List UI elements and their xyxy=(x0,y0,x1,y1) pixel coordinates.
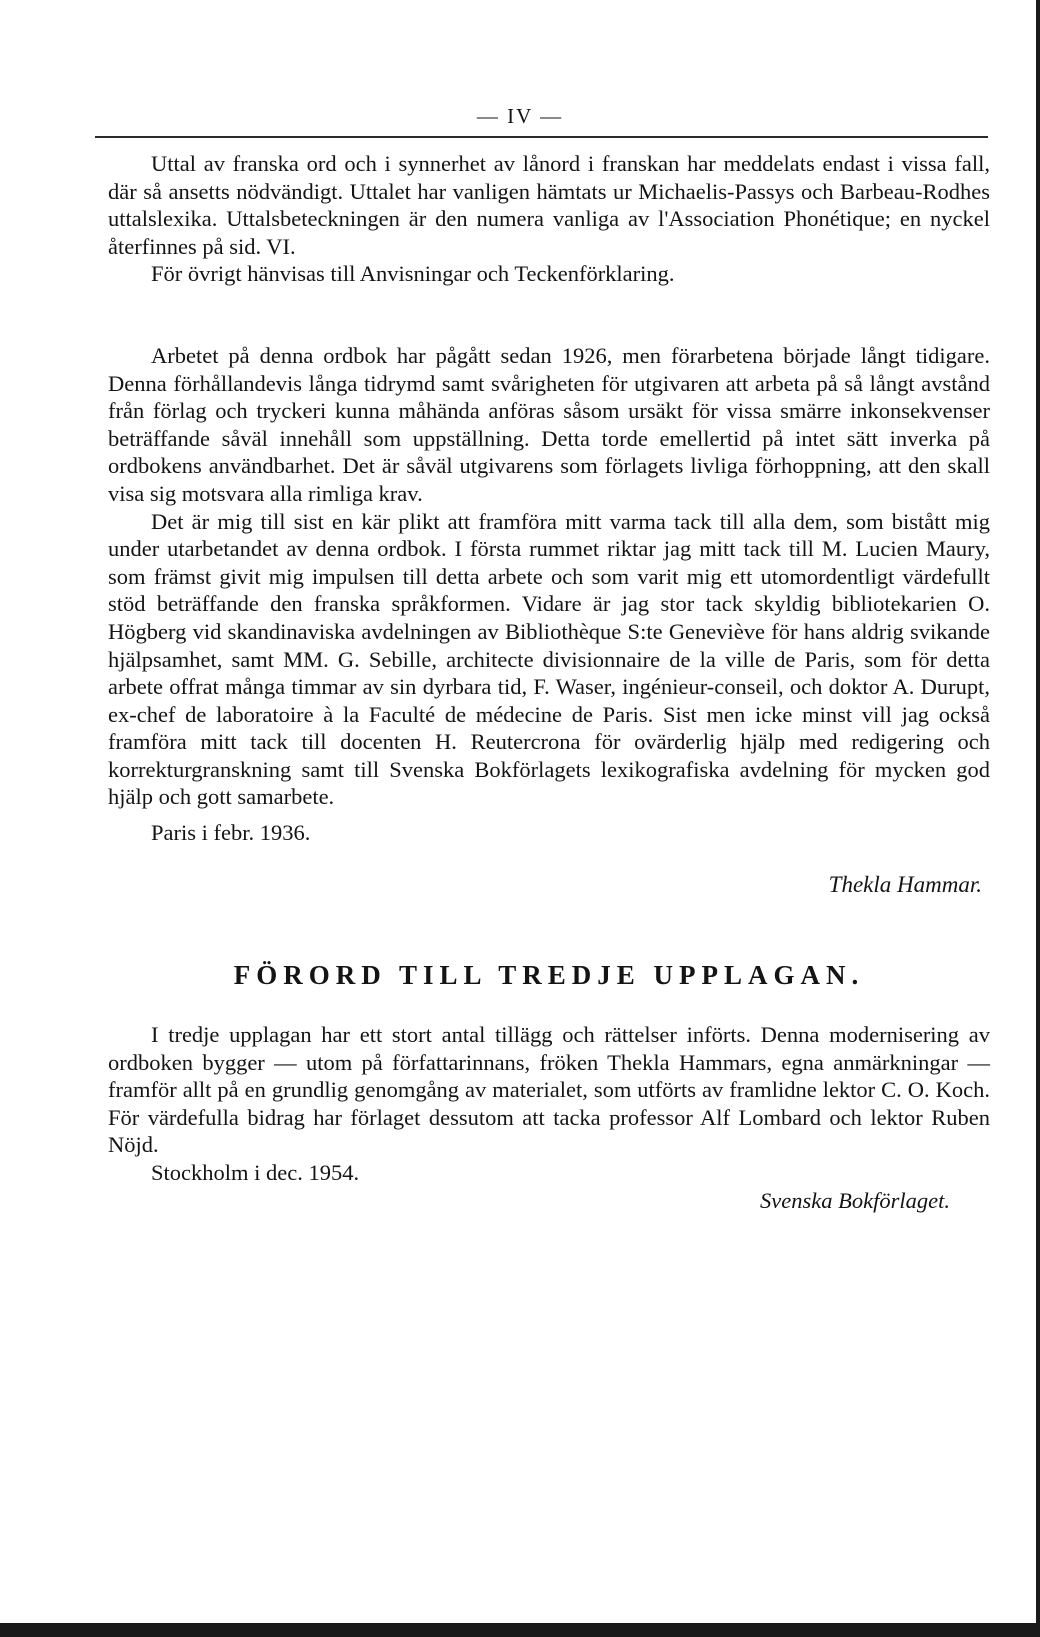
page-number: — IV — xyxy=(476,104,564,128)
place-date-paris: Paris i febr. 1936. xyxy=(151,820,311,846)
signature-author: Thekla Hammar. xyxy=(828,872,982,898)
header-rule xyxy=(95,136,988,138)
section-heading-third-edition: FÖRORD TILL TREDJE UPPLAGAN. xyxy=(233,960,865,991)
paragraph-third-edition: I tredje upplagan har ett stort antal tillägg och rättelser införts. Denna modernisering av ordboken bygger — utom på författarinnans, fröken Thekla Hammars, egna anmärkningar — framför allt på en grundlig genomgång av materialet, som utförts av framlidne lektor C. O. Koch. För värdefulla bidrag har förlaget dessutom att tacka professor Alf Lombard och lektor Ruben Nöjd. xyxy=(108,1022,990,1158)
page-content xyxy=(108,150,990,1215)
signature-publisher: Svenska Bokförlaget. xyxy=(760,1188,950,1214)
scan-edge-right xyxy=(1036,0,1040,1637)
paragraph-work-history: Arbetet på denna ordbok har pågått sedan 1926, men förarbetena började långt tidigare. Denna förhållandevis långa tidrymd samt svårigheten för utgivaren att arbeta på så långt avstånd från förlag och tryckeri kunna måhända anföras såsom ursäkt för vissa smärre inkonsekvenser beträffande såväl innehåll som uppställning. Detta torde emellertid på intet sätt inverka på ordbokens användbarhet. Det är såväl utgivarens som förlagets livliga förhoppning, att den skall visa sig motsvara alla rimliga krav. xyxy=(108,342,990,506)
paragraph-references: För övrigt hänvisas till Anvisningar och Teckenförklaring. xyxy=(151,261,675,287)
place-date-stockholm: Stockholm i dec. 1954. xyxy=(151,1160,360,1186)
scan-edge-bottom xyxy=(0,1623,1040,1637)
paragraph-acknowledgements: Det är mig till sist en kär plikt att framföra mitt varma tack till alla dem, som bistått mig under utarbetandet av denna ordbok. I första rummet riktar jag mitt tack till M. Lucien Maury, som främst givit mig impulsen till detta arbete och som varit mig ett utomordentligt värdefullt stöd beträffande den franska språkformen. Vidare är jag stor tack skyldig bibliotekarien O. Högberg vid skandinaviska avdelningen av Bibliothèque S:te Geneviève för hans aldrig svikande hjälpsamhet, samt MM. G. Sebille, architecte divisionnaire de la ville de Paris, som för detta arbete offrat många timmar av sin dyrbara tid, F. Waser, ingénieur-conseil, och doktor A. Durupt, ex-chef de laboratoire à la Faculté de médecine de Paris. Sist men icke minst vill jag också framföra mitt tack till docenten H. Reutercrona för ovärderlig hjälp med redigering och korrekturgranskning samt till Svenska Bokförlagets lexikografiska avdelning för mycken god hjälp och gott samarbete. xyxy=(108,508,990,810)
paragraph-pronunciation: Uttal av franska ord och i synnerhet av lånord i franskan har meddelats endast i vissa fall, där så ansetts nödvändigt. Uttalet har vanligen hämtats ur Michaelis-Passys och Barbeau-Rodhes uttalslexika. Uttalsbeteckningen är den numera vanliga av l'Association Phonétique; en nyckel återfinnes på sid. VI. xyxy=(108,151,990,259)
